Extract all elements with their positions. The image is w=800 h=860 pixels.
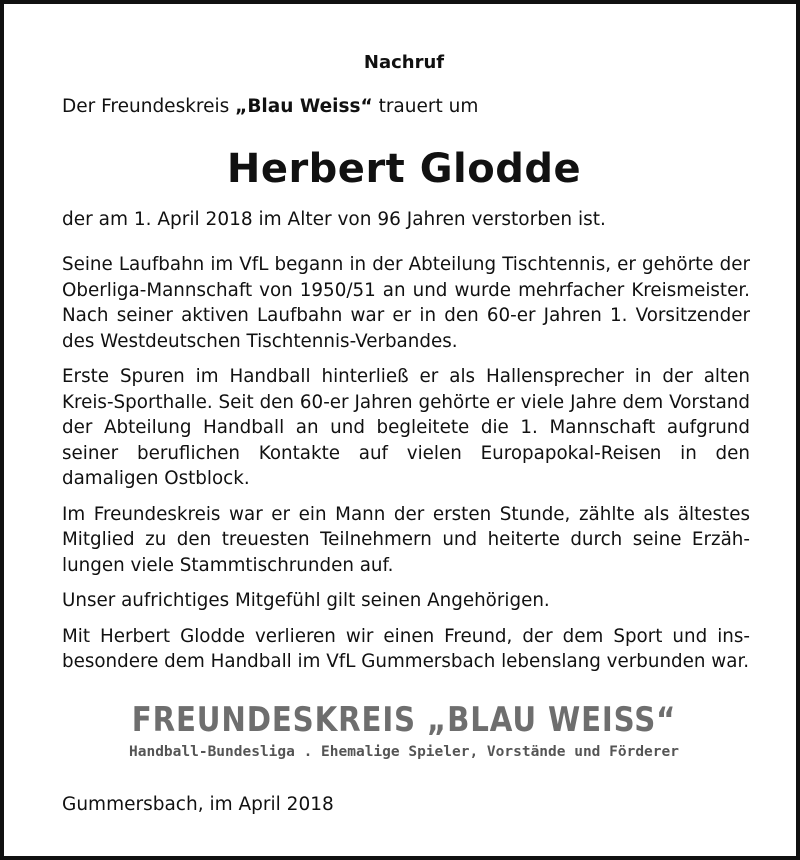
- notice-heading: Nachruf: [363, 52, 445, 73]
- obituary-body: [62, 252, 750, 685]
- paragraph-condolences: Unser aufrichtiges Mitgefühl gilt seinen Angehörigen.: [62, 590, 550, 611]
- paragraph-farewell: Mit Herbert Glodde verlieren wir einen Freund, der dem Sport und insbesondere dem Handball im VfL Gummersbach lebenslang verbunden war.: [62, 625, 750, 672]
- place-and-date: Gummersbach, im April 2018: [62, 794, 334, 815]
- logo-subtitle: Handball-Bundesliga . Ehemalige Spieler, Vorstände und Förderer: [129, 744, 679, 760]
- club-logo: [4, 700, 800, 760]
- deceased-name: Herbert Glodde: [226, 146, 582, 192]
- death-line: der am 1. April 2018 im Alter von 96 Jahren verstorben ist.: [62, 209, 606, 230]
- paragraph-handball: Erste Spuren im Handball hinterließ er als Hallensprecher in der alten Kreis-Sporthalle. Seit den 60-er Jahren gehörte er viele Jahre dem Vorstand der Abteilung Handball an und begleitete die 1. Mannschaft aufgrund seiner beruflichen Kontakte auf vielen Europapokal-Reisen in den damaligen Ostblock.: [62, 366, 750, 489]
- paragraph-career-table-tennis: Seine Laufbahn im VfL begann in der Abteilung Tischtennis, er gehörte der Oberliga-Mannschaft von 1950/51 an und wurde mehrfacher Kreismeister. Nach seiner aktiven Laufbahn war er in den 60-er Jahren 1. Vorsitzender des Westdeutschen Tischtennis-Verbandes.: [62, 254, 750, 352]
- club-name: „Blau Weiss“: [235, 96, 373, 117]
- intro-line: [62, 96, 478, 117]
- intro-text-after: trauert um: [372, 96, 479, 117]
- intro-text-before: Der Freundeskreis: [62, 96, 236, 117]
- paragraph-friends-circle: Im Freundeskreis war er ein Mann der ersten Stunde, zählte als ältestes Mitglied zu den treuesten Teilnehmern und heiterte durch seine Erzählungen viele Stammtischrunden auf.: [62, 503, 750, 576]
- logo-title: FREUNDESKREIS „BLAU WEISS“: [131, 700, 677, 740]
